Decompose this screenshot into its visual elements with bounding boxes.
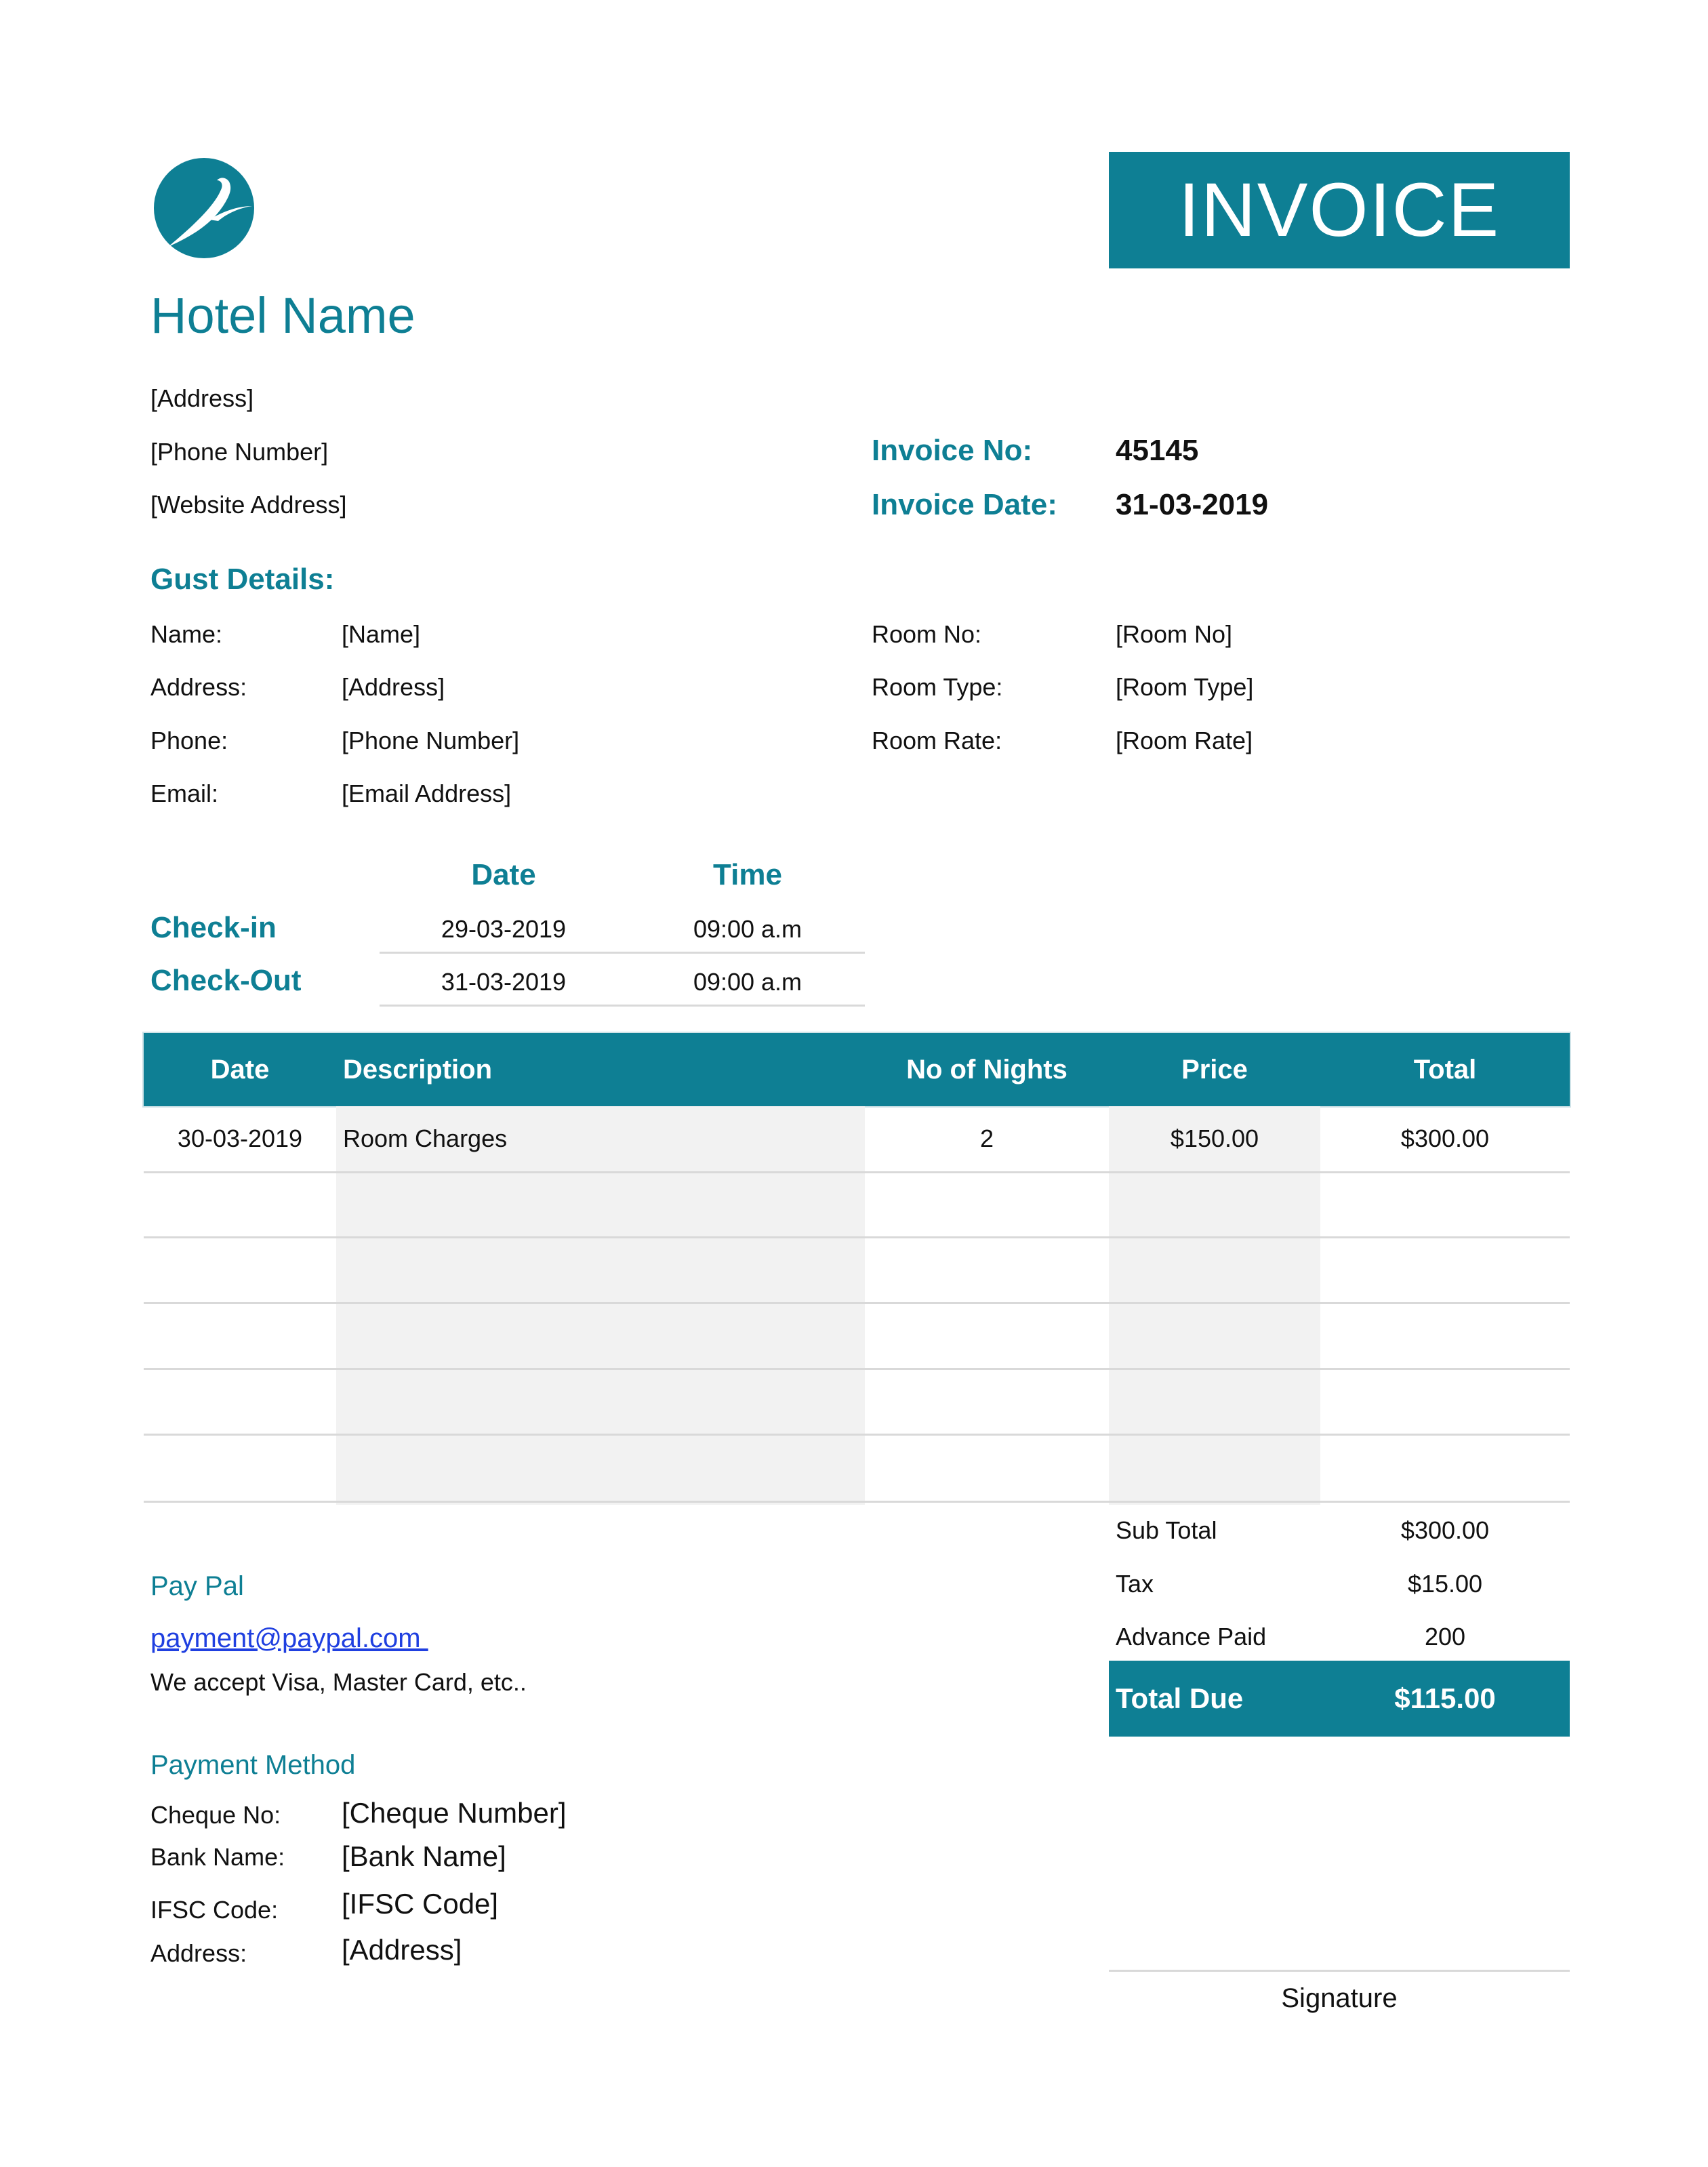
invoice-date-label: Invoice Date: (872, 488, 1057, 521)
row-date: 30-03-2019 (177, 1125, 303, 1152)
room-no-label: Room No: (872, 620, 982, 648)
row-price: $150.00 (1170, 1125, 1259, 1152)
paypal-email-link[interactable]: payment@paypal.com (150, 1623, 428, 1653)
room-no-value: [Room No] (1116, 620, 1233, 648)
row-total: $300.00 (1400, 1125, 1490, 1152)
col-header-description: Description (343, 1055, 493, 1085)
checkin-underline (380, 952, 865, 954)
col-header-nights: No of Nights (906, 1055, 1068, 1085)
checkout-date: 31-03-2019 (441, 968, 567, 996)
bird-logo-icon (153, 157, 255, 259)
row-divider (144, 1434, 1570, 1436)
tax-label: Tax (1116, 1570, 1154, 1598)
checkin-time: 09:00 a.m (693, 915, 802, 943)
room-rate-label: Room Rate: (872, 727, 1002, 754)
hotel-logo (153, 157, 255, 259)
guest-name-label: Name: (150, 620, 223, 648)
row-divider (144, 1171, 1570, 1173)
row-divider (144, 1302, 1570, 1304)
cheque-no-value: [Cheque Number] (342, 1797, 567, 1829)
payment-method-heading: Payment Method (150, 1750, 356, 1780)
bank-name-label: Bank Name: (150, 1843, 285, 1871)
hotel-address: [Address] (150, 384, 254, 412)
items-table (144, 1033, 1570, 1505)
row-description: Room Charges (343, 1125, 508, 1152)
hotel-name: Hotel Name (150, 287, 415, 344)
checkout-time: 09:00 a.m (693, 968, 802, 996)
checkout-underline (380, 1005, 865, 1007)
hotel-website: [Website Address] (150, 491, 347, 519)
guest-name-value: [Name] (342, 620, 421, 648)
invoice-banner (1109, 152, 1570, 268)
subtotal-label: Sub Total (1116, 1516, 1217, 1544)
row-divider (144, 1236, 1570, 1238)
table-row (144, 1106, 1570, 1171)
ifsc-code-value: [IFSC Code] (342, 1888, 499, 1920)
total-due-value: $115.00 (1394, 1682, 1496, 1714)
row-divider (144, 1501, 1570, 1503)
room-type-label: Room Type: (872, 673, 1003, 701)
stay-date-header: Date (471, 858, 536, 891)
bank-address-value: [Address] (342, 1934, 462, 1966)
hotel-phone: [Phone Number] (150, 438, 329, 466)
stay-time-header: Time (713, 858, 782, 891)
ifsc-code-label: IFSC Code: (150, 1896, 279, 1924)
room-type-value: [Room Type] (1116, 673, 1254, 701)
checkin-label: Check-in (150, 911, 277, 944)
advance-value: 200 (1424, 1623, 1466, 1650)
paypal-heading: Pay Pal (150, 1571, 244, 1601)
guest-details-heading: Gust Details: (150, 563, 335, 596)
tax-value: $15.00 (1407, 1570, 1483, 1598)
invoice-date-value: 31-03-2019 (1116, 488, 1269, 521)
cheque-no-label: Cheque No: (150, 1801, 281, 1829)
advance-label: Advance Paid (1116, 1623, 1267, 1650)
invoice-no-value: 45145 (1116, 434, 1199, 467)
accept-note: We accept Visa, Master Card, etc.. (150, 1668, 527, 1696)
items-table-header (144, 1033, 1570, 1106)
checkout-label: Check-Out (150, 964, 302, 997)
total-due-label: Total Due (1116, 1682, 1244, 1714)
guest-email-value: [Email Address] (342, 779, 512, 807)
bank-address-label: Address: (150, 1939, 247, 1967)
row-nights: 2 (979, 1125, 994, 1152)
guest-address-value: [Address] (342, 673, 445, 701)
subtotal-value: $300.00 (1400, 1516, 1490, 1544)
invoice-title: INVOICE (1178, 167, 1501, 252)
guest-phone-label: Phone: (150, 727, 228, 754)
row-divider (144, 1368, 1570, 1370)
bank-name-value: [Bank Name] (342, 1840, 506, 1872)
guest-address-label: Address: (150, 673, 247, 701)
guest-email-label: Email: (150, 779, 219, 807)
invoice-no-label: Invoice No: (872, 434, 1033, 467)
checkin-date: 29-03-2019 (441, 915, 567, 943)
guest-phone-value: [Phone Number] (342, 727, 520, 754)
signature-label: Signature (1281, 1983, 1398, 2013)
col-header-price: Price (1181, 1055, 1248, 1085)
total-due-bar (1109, 1661, 1570, 1737)
room-rate-value: [Room Rate] (1116, 727, 1253, 754)
signature-line (1109, 1970, 1570, 1972)
col-header-date: Date (210, 1055, 270, 1085)
col-header-total: Total (1413, 1055, 1477, 1085)
